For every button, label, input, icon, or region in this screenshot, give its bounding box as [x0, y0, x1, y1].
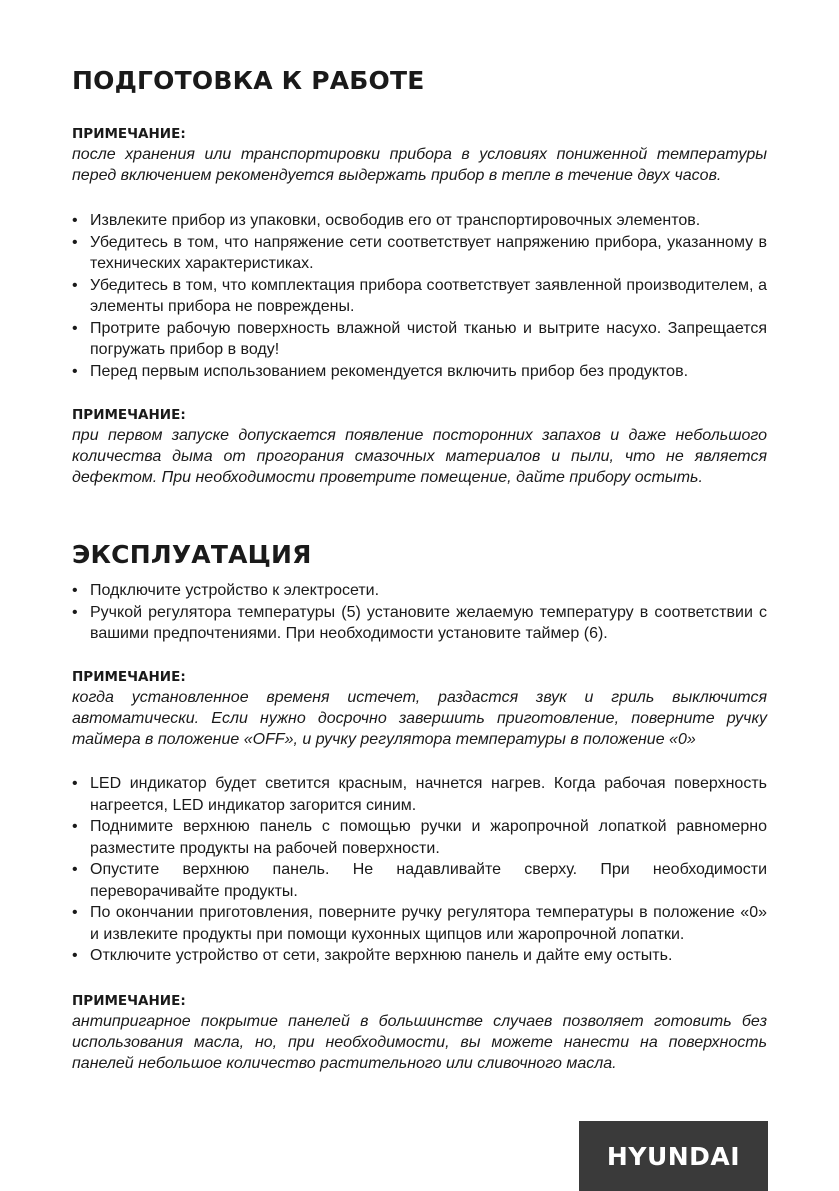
note-label: ПРИМЕЧАНИЕ:: [72, 993, 186, 1009]
bullet-icon: •: [72, 775, 78, 792]
bullet-icon: •: [72, 212, 78, 229]
bullet-icon: •: [72, 362, 78, 380]
note-storage: [72, 124, 767, 186]
brand-logo: [579, 1121, 768, 1191]
bullet-icon: •: [72, 276, 78, 294]
note-text: после хранения или транспортировки прибора в условиях пониженной температуры перед включением рекомендуется выдержать прибор в тепле в течение двух часов.: [72, 146, 767, 184]
list-item: • Извлеките прибор из упаковки, освободив его от транспортировочных элементов.: [72, 210, 767, 232]
list-item: • Опустите верхнюю панель. Не надавливайте сверху. При необходимости переворачивайте продукты.: [72, 861, 767, 900]
list-item: • Протрите рабочую поверхность влажной чистой тканью и вытрите насухо. Запрещается погружать прибор в воду!: [72, 319, 767, 358]
list-item: • Отключите устройство от сети, закройте верхнюю панель и дайте ему остыть.: [72, 945, 767, 967]
brand-name: HYUNDAI: [606, 1141, 741, 1171]
bullet-icon: •: [72, 904, 78, 921]
bullet-icon: •: [72, 233, 78, 251]
note-nonstick: [72, 991, 767, 1074]
list-item: • Убедитесь в том, что комплектация прибора соответствует заявленной производителем, а элементы прибора не повреждены.: [72, 276, 767, 315]
preparation-list: [72, 210, 767, 382]
note-label: ПРИМЕЧАНИЕ:: [72, 407, 186, 423]
bullet-icon: •: [72, 818, 78, 835]
operation-list-2: [72, 773, 767, 967]
bullet-icon: •: [72, 582, 78, 599]
bullet-icon: •: [72, 319, 78, 337]
bullet-icon: •: [72, 861, 78, 878]
bullet-icon: •: [72, 947, 78, 964]
note-timer: [72, 667, 767, 750]
note-text: при первом запуске допускается появление посторонних запахов и даже небольшого количества дыма от прогорания смазочных материалов и пыли, что не является дефектом. При необходимости проветрите помещение, дайте прибору остыть.: [72, 427, 767, 486]
bullet-icon: •: [72, 603, 78, 621]
section-title-operation: ЭКСПЛУАТАЦИЯ: [72, 540, 312, 569]
list-item: • Подключите устройство к электросети.: [72, 580, 767, 602]
note-text: антипригарное покрытие панелей в большинстве случаев позволяет готовить без использования масла, но, при необходимости, вы можете нанести на поверхность панелей небольшое количество растительного или сливочного масла.: [72, 1013, 767, 1072]
list-item: • Убедитесь в том, что напряжение сети соответствует напряжению прибора, указанному в технических характеристиках.: [72, 233, 767, 272]
list-item: • Перед первым использованием рекомендуется включить прибор без продуктов.: [72, 361, 767, 383]
list-item: • Поднимите верхнюю панель с помощью ручки и жаропрочной лопаткой равномерно разместите продукты на рабочей поверхности.: [72, 818, 767, 857]
operation-list: [72, 580, 767, 645]
note-first-use: [72, 405, 767, 488]
note-text: когда установленное временя истечет, раздастся звук и гриль выключится автоматически. Если нужно досрочно завершить приготовление, поверните ручку таймера в положение «OFF», и ручку регулятора температуры в положение «0»: [72, 689, 767, 748]
list-item: • Ручкой регулятора температуры (5) установите желаемую температуру в соответствии с вашими предпочтениями. При необходимости установите таймер (6).: [72, 603, 767, 642]
section-title-preparation: ПОДГОТОВКА К РАБОТЕ: [72, 66, 425, 95]
note-label: ПРИМЕЧАНИЕ:: [72, 126, 186, 142]
list-item: • LED индикатор будет светится красным, начнется нагрев. Когда рабочая поверхность нагреется, LED индикатор загорится синим.: [72, 775, 767, 814]
note-label: ПРИМЕЧАНИЕ:: [72, 669, 186, 685]
list-item: • По окончании приготовления, поверните ручку регулятора температуры в положение «0» и извлеките продукты при помощи кухонных щипцов или жаропрочной лопатки.: [72, 904, 767, 943]
